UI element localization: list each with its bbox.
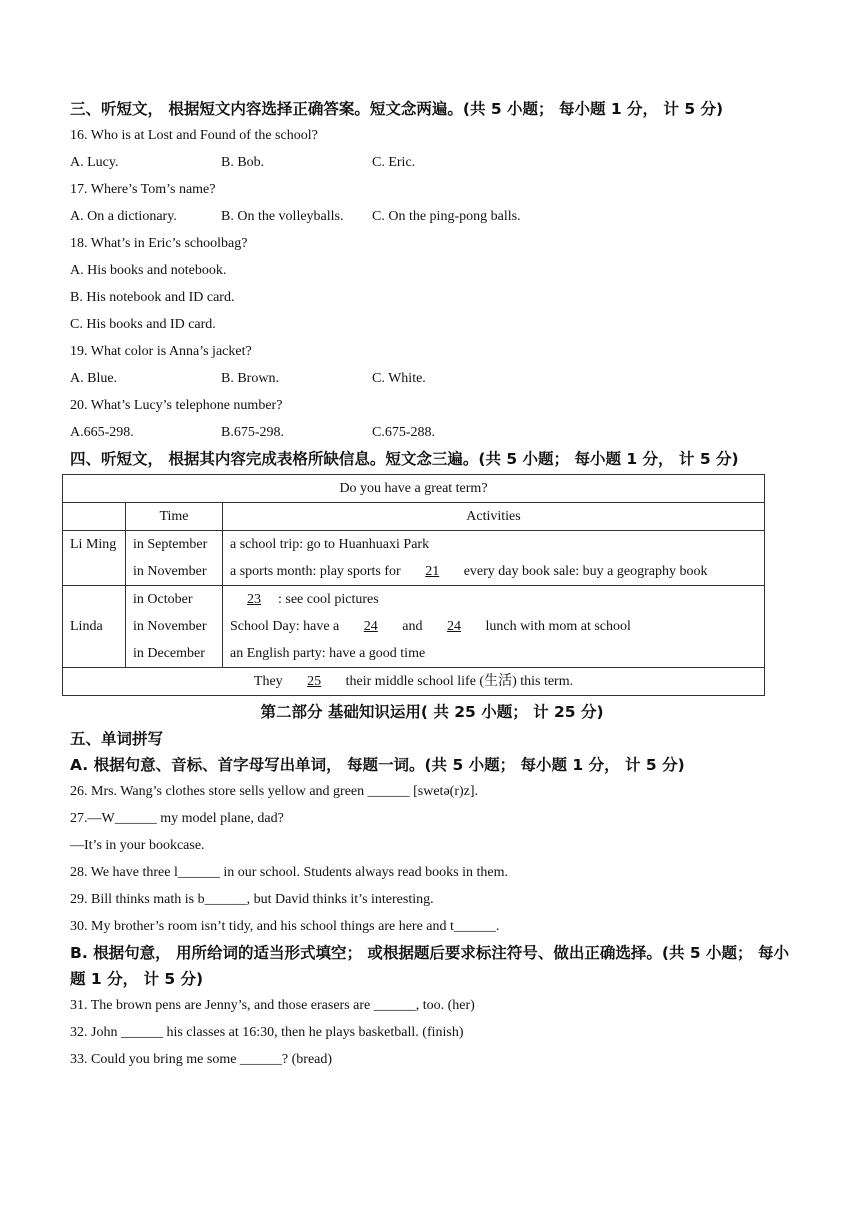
question-18: 18. What’s in Eric’s schoolbag? [70, 236, 248, 251]
linda-activities [223, 586, 765, 668]
info-table [62, 474, 765, 696]
option-a: A. Blue. [70, 371, 118, 386]
activity-cell: a sports month: play sports for 21 every day book sale: buy a geography book [230, 558, 757, 585]
blank-24a: 24 [363, 619, 378, 634]
blank-23: 23 [247, 592, 261, 607]
option-a: A.665-298. [70, 425, 134, 440]
question-17: 17. Where’s Tom’s name? [70, 182, 216, 197]
question-19: 19. What color is Anna’s jacket? [70, 344, 252, 359]
linda-times [126, 586, 223, 668]
option-c: C. On the ping-pong balls. [372, 209, 521, 224]
row-li-ming: Li Ming [63, 531, 126, 586]
row-linda: Linda [63, 586, 126, 668]
time-cell: in October [133, 592, 193, 607]
option-c: C. His books and ID card. [70, 317, 216, 332]
option-b: B. Bob. [221, 155, 265, 170]
question-30: 30. My brother’s room isn’t tidy, and his school things are here and t______. [70, 919, 500, 934]
question-29: 29. Bill thinks math is b______, but David thinks it’s interesting. [70, 892, 434, 907]
question-20-options [70, 419, 794, 446]
subsection-a-title: A. 根据句意、音标、首字母写出单词， 每题一词。(共 5 小题； 每小题 1 分， 计 5 分) [70, 756, 685, 774]
option-a: A. Lucy. [70, 155, 119, 170]
question-27-answer-line: —It’s in your bookcase. [70, 838, 205, 853]
question-27: 27.—W______ my model plane, dad? [70, 811, 284, 826]
option-b: B. On the volleyballs. [221, 209, 344, 224]
question-17-options [70, 203, 794, 230]
activity-cell: 23 : see cool pictures [230, 586, 757, 613]
worksheet-page [70, 96, 794, 1073]
question-33: 33. Could you bring me some ______? (bread) [70, 1052, 333, 1067]
activity-cell: School Day: have a 24 and 24 lunch with mom at school [230, 613, 757, 640]
option-a: A. On a dictionary. [70, 209, 177, 224]
option-c: C. Eric. [372, 155, 416, 170]
blank-21: 21 [425, 564, 440, 579]
part-2-heading: 第二部分 基础知识运用( 共 25 小题； 计 25 分) [260, 703, 604, 721]
section-5-title: 五、单词拼写 [70, 730, 164, 748]
blank-25: 25 [307, 674, 322, 689]
blank-24b: 24 [446, 619, 461, 634]
question-19-options [70, 365, 794, 392]
section-4-title: 四、听短文， 根据其内容完成表格所缺信息。短文念三遍。(共 5 小题； 每小题 1 分， 计 5 分) [70, 450, 739, 468]
table-header-time: Time [126, 503, 223, 531]
option-b: B. Brown. [221, 371, 279, 386]
question-26: 26. Mrs. Wang’s clothes store sells yellow and green ______ [swetə(r)z]. [70, 784, 479, 799]
activity-cell: an English party: have a good time [230, 646, 426, 661]
option-b: B. His notebook and ID card. [70, 290, 235, 305]
time-cell: in November [133, 564, 207, 579]
table-footer: They 25 their middle school life (生活) this term. [63, 668, 765, 696]
subsection-b-title: B. 根据句意， 用所给词的适当形式填空； 或根据题后要求标注符号、做出正确选择。(共 5 小题； 每小题 1 分， 计 5 分) [70, 944, 789, 988]
activity-cell: a school trip: go to Huanhuaxi Park [230, 537, 430, 552]
option-a: A. His books and notebook. [70, 263, 227, 278]
question-28: 28. We have three l______ in our school. Students always read books in them. [70, 865, 508, 880]
question-31: 31. The brown pens are Jenny’s, and those erasers are ______, too. (her) [70, 998, 475, 1013]
question-20: 20. What’s Lucy’s telephone number? [70, 398, 283, 413]
time-cell: in November [133, 619, 207, 634]
li-ming-activities [223, 531, 765, 586]
li-ming-times [126, 531, 223, 586]
option-c: C. White. [372, 371, 426, 386]
table-header-blank [63, 503, 126, 531]
option-c: C.675-288. [372, 425, 435, 440]
time-cell: in December [133, 646, 205, 661]
question-16-options [70, 149, 794, 176]
question-16: 16. Who is at Lost and Found of the school? [70, 128, 318, 143]
section-3-title: 三、听短文， 根据短文内容选择正确答案。短文念两遍。(共 5 小题； 每小题 1 分， 计 5 分) [70, 100, 724, 118]
question-32: 32. John ______ his classes at 16:30, then he plays basketball. (finish) [70, 1025, 464, 1040]
time-cell: in September [133, 537, 208, 552]
table-header-activities: Activities [223, 503, 765, 531]
table-caption: Do you have a great term? [63, 475, 765, 503]
option-b: B.675-298. [221, 425, 284, 440]
